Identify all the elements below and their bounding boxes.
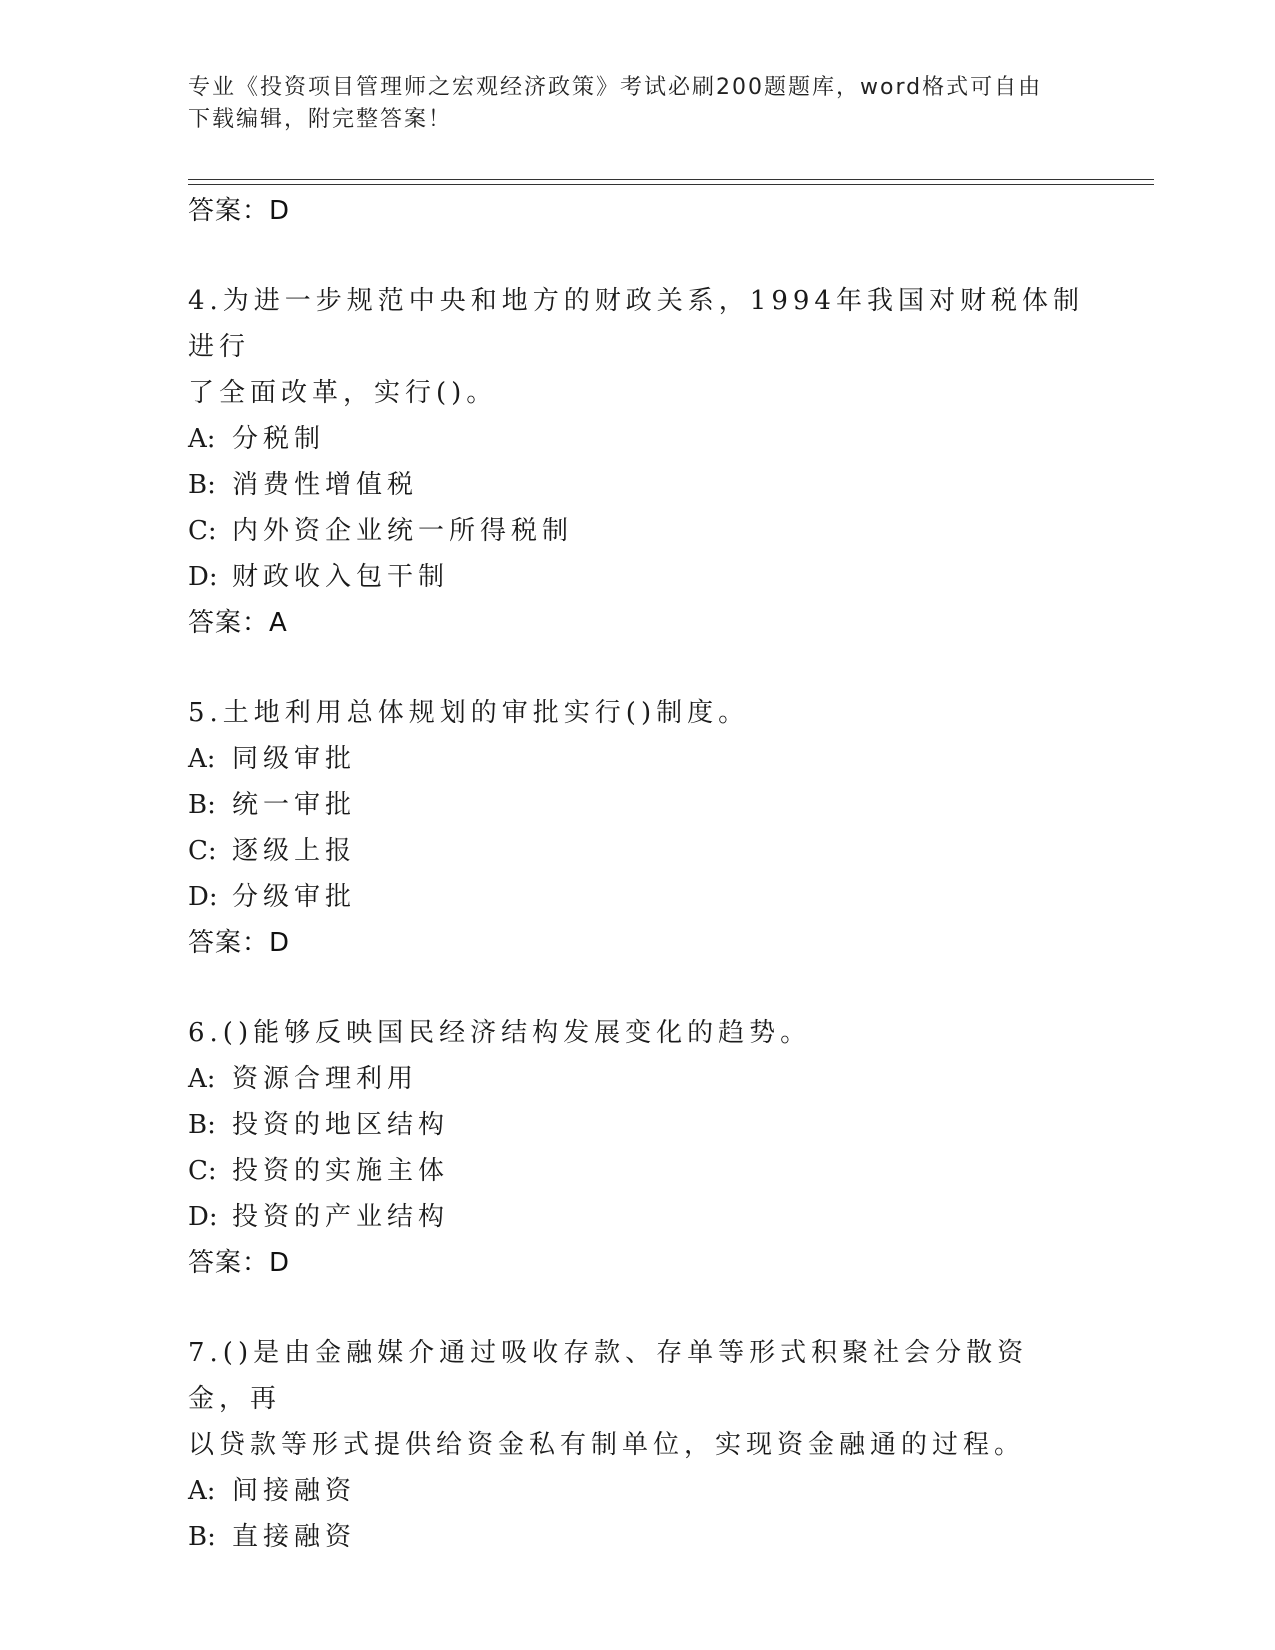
- option-text: 投资的实施主体: [232, 1156, 450, 1186]
- option-letter: B:: [188, 1110, 216, 1140]
- option-letter: D:: [188, 882, 218, 912]
- previous-answer: 答案：D: [188, 196, 291, 226]
- answer-line: 答案：D: [188, 1248, 291, 1278]
- option-b: [188, 1102, 1088, 1148]
- header-divider-bottom: [188, 184, 1154, 185]
- spacer: [188, 1286, 1088, 1330]
- spacer: [188, 966, 1088, 1010]
- option-b: [188, 782, 1088, 828]
- option-text: 统一审批: [232, 790, 357, 820]
- question-text-line: 7.()是由金融媒介通过吸收存款、存单等形式积聚社会分散资金，再: [188, 1338, 1029, 1414]
- option-letter: B:: [188, 470, 216, 500]
- option-text: 直接融资: [232, 1522, 357, 1552]
- option-d: [188, 1194, 1088, 1240]
- option-d: [188, 554, 1088, 600]
- header-line-2: 下载编辑，附完整答案！: [188, 107, 453, 132]
- option-letter: C:: [188, 516, 217, 546]
- question-text-line: 6.()能够反映国民经济结构发展变化的趋势。: [188, 1018, 812, 1048]
- question-text-line: 了全面改革，实行()。: [188, 378, 498, 408]
- answer-line: 答案：D: [188, 928, 291, 958]
- option-letter: D:: [188, 562, 218, 592]
- question-7: [188, 1330, 1088, 1560]
- option-a: [188, 1468, 1088, 1514]
- answer-line: 答案：A: [188, 608, 288, 638]
- option-b: [188, 462, 1088, 508]
- option-text: 投资的产业结构: [232, 1202, 450, 1232]
- spacer: [188, 234, 1088, 278]
- option-c: [188, 828, 1088, 874]
- option-b: [188, 1514, 1088, 1560]
- option-text: 分级审批: [232, 882, 357, 912]
- option-letter: A:: [188, 1476, 216, 1506]
- question-list: [188, 188, 1088, 1560]
- option-a: [188, 736, 1088, 782]
- option-letter: D:: [188, 1202, 218, 1232]
- option-text: 消费性增值税: [232, 470, 419, 500]
- option-text: 投资的地区结构: [232, 1110, 450, 1140]
- option-letter: A:: [188, 424, 216, 454]
- option-text: 逐级上报: [232, 836, 357, 866]
- option-text: 间接融资: [232, 1476, 357, 1506]
- option-letter: C:: [188, 836, 217, 866]
- option-letter: B:: [188, 790, 216, 820]
- question-4: [188, 278, 1088, 646]
- option-text: 分税制: [232, 424, 326, 454]
- question-6: [188, 1010, 1088, 1286]
- question-text-line: 以贷款等形式提供给资金私有制单位，实现资金融通的过程。: [188, 1430, 1026, 1460]
- question-text-line: 5.土地利用总体规划的审批实行()制度。: [188, 698, 750, 728]
- option-letter: A:: [188, 744, 216, 774]
- option-text: 资源合理利用: [232, 1064, 419, 1094]
- question-5: [188, 690, 1088, 966]
- option-c: [188, 508, 1088, 554]
- spacer: [188, 646, 1088, 690]
- option-d: [188, 874, 1088, 920]
- option-letter: A:: [188, 1064, 216, 1094]
- option-text: 同级审批: [232, 744, 357, 774]
- header-divider-top: [188, 179, 1154, 180]
- option-a: [188, 416, 1088, 462]
- option-text: 内外资企业统一所得税制: [232, 516, 574, 546]
- option-c: [188, 1148, 1088, 1194]
- question-text-line: 4.为进一步规范中央和地方的财政关系，1994年我国对财税体制进行: [188, 286, 1084, 362]
- document-header: [188, 72, 1068, 136]
- header-line-1: 专业《投资项目管理师之宏观经济政策》考试必刷200题题库，word格式可自由: [188, 75, 1043, 100]
- option-text: 财政收入包干制: [232, 562, 450, 592]
- option-a: [188, 1056, 1088, 1102]
- option-letter: C:: [188, 1156, 217, 1186]
- option-letter: B:: [188, 1522, 216, 1552]
